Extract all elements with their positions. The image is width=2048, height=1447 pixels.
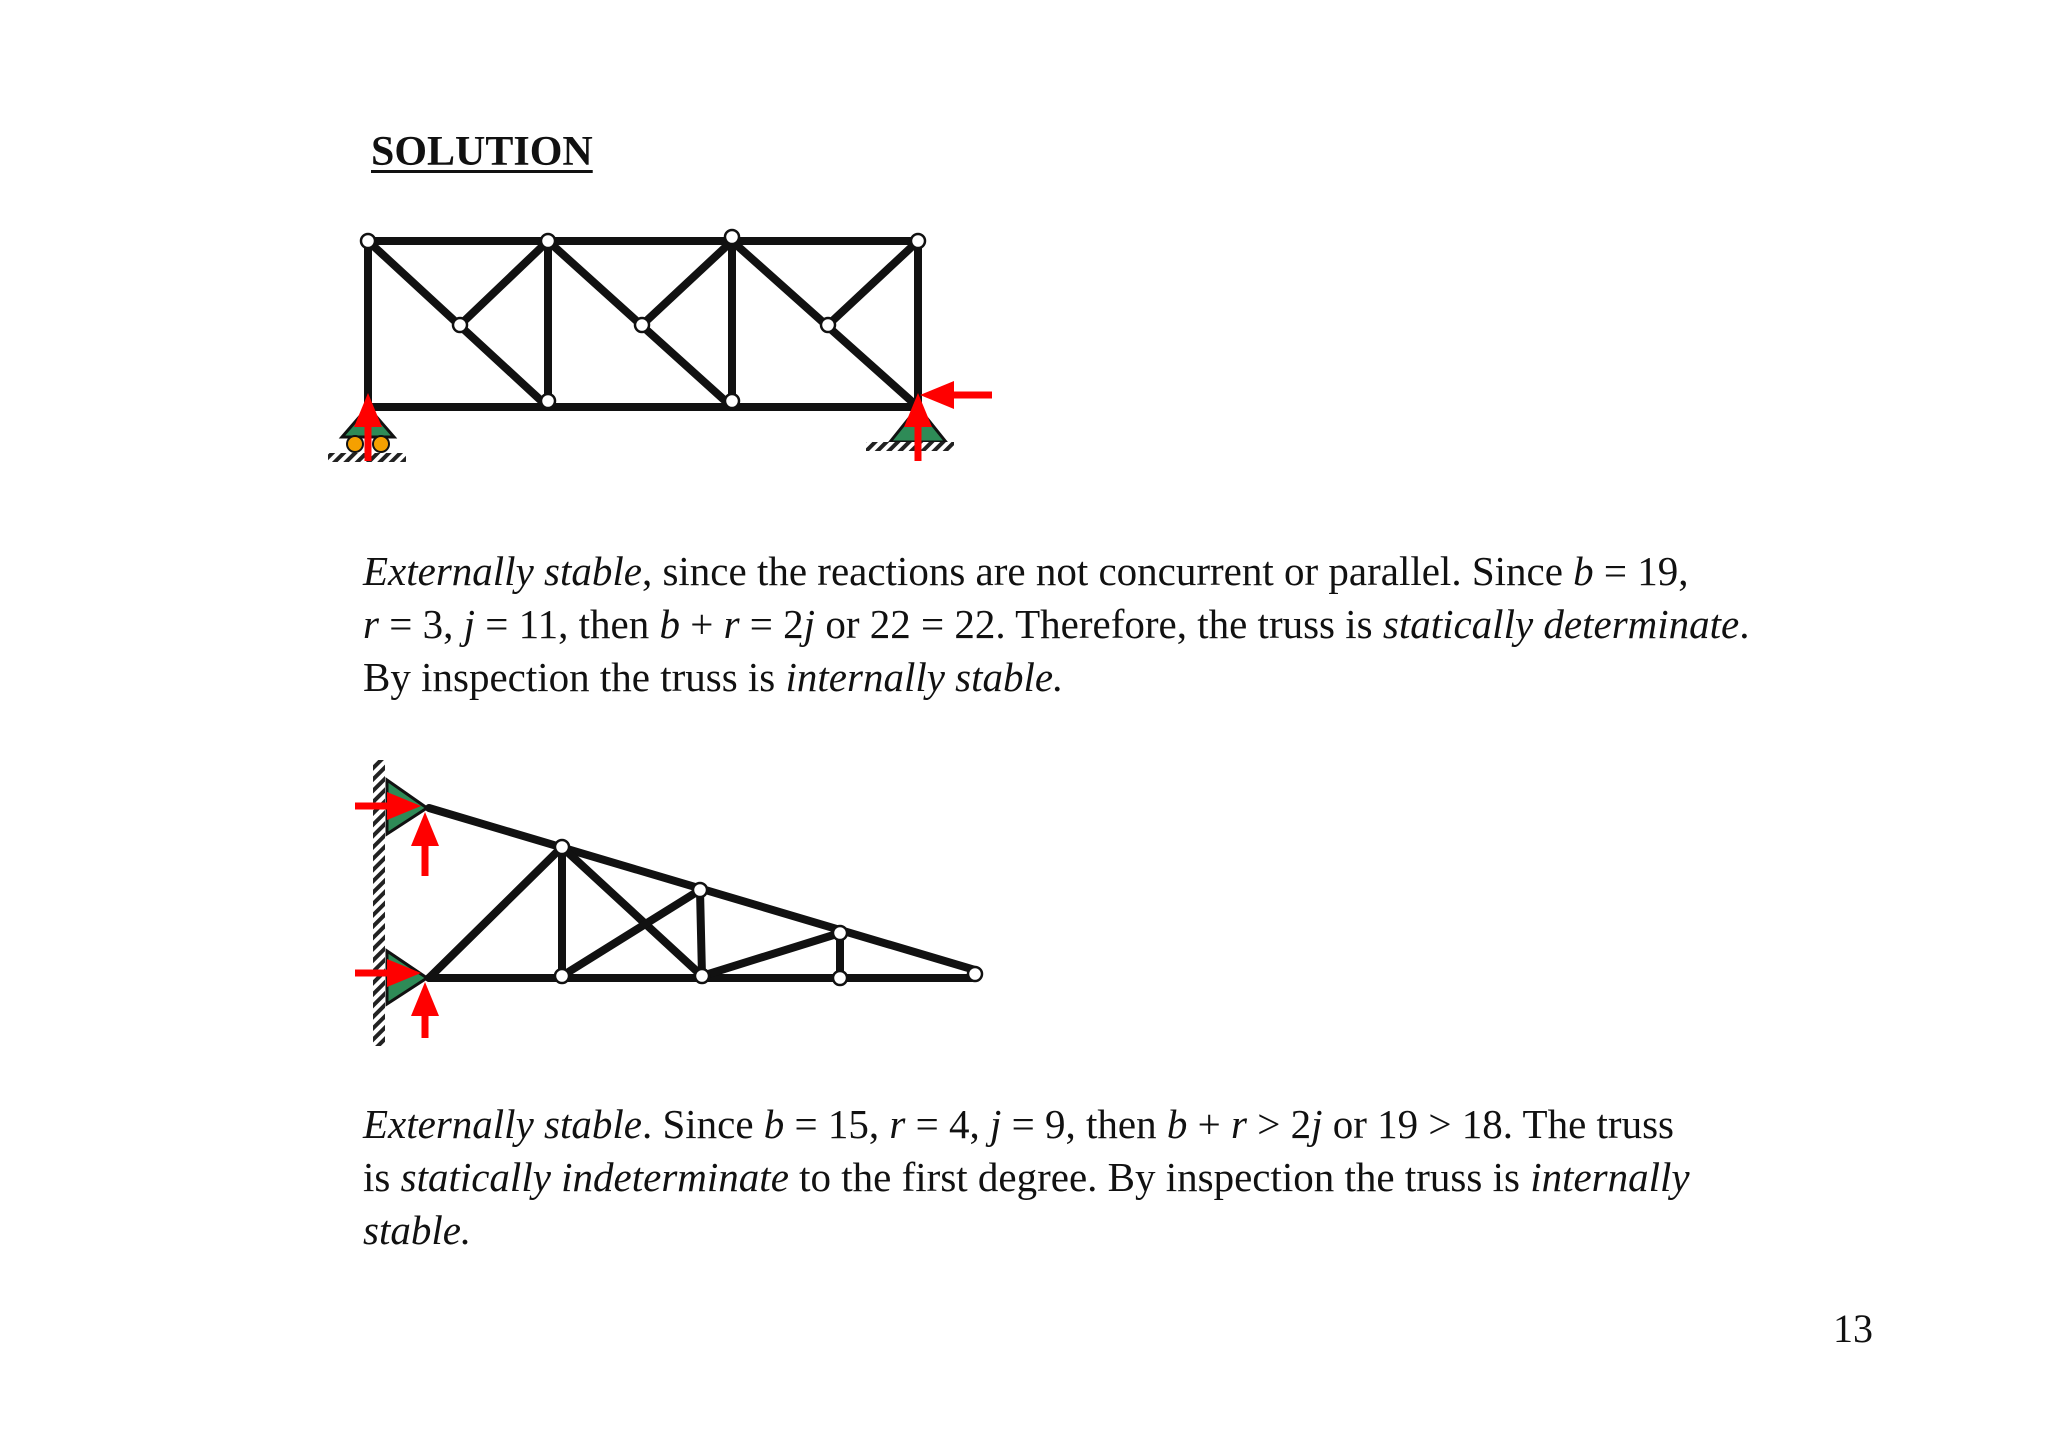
text-run: > 2 bbox=[1246, 1101, 1312, 1147]
paragraph-2-line-1 bbox=[363, 1098, 1690, 1151]
text-run: = 15, bbox=[784, 1101, 890, 1147]
paragraph-1-line-2 bbox=[363, 598, 1750, 651]
paragraph-2-line-3 bbox=[363, 1204, 1690, 1257]
text-run: = 9, then bbox=[1001, 1101, 1167, 1147]
paragraph-1 bbox=[363, 545, 1750, 704]
text-run: or 19 > 18. The truss bbox=[1322, 1101, 1674, 1147]
italic-text-run: internally bbox=[1530, 1154, 1690, 1200]
text-run: = 4, bbox=[905, 1101, 991, 1147]
italic-text-run: b bbox=[1573, 548, 1594, 594]
paragraph-2-line-2 bbox=[363, 1151, 1690, 1204]
italic-text-run: statically determinate bbox=[1382, 601, 1740, 647]
italic-text-run: r bbox=[1231, 1101, 1247, 1147]
italic-text-run: stable. bbox=[363, 1207, 472, 1253]
italic-text-run: j bbox=[990, 1101, 1002, 1147]
text-run: or 22 = 22. Therefore, the truss is bbox=[815, 601, 1383, 647]
italic-text-run: r bbox=[889, 1101, 906, 1147]
italic-text-run: Externally stable bbox=[363, 548, 642, 594]
italic-text-run: b bbox=[763, 1101, 785, 1147]
text-run: + bbox=[1187, 1101, 1232, 1147]
italic-text-run: b bbox=[1166, 1101, 1188, 1147]
truss-diagram-2 bbox=[345, 748, 1005, 1048]
text-run: = 3, bbox=[378, 601, 464, 647]
truss-joints bbox=[361, 230, 925, 408]
text-run: = 2 bbox=[739, 601, 804, 647]
text-run: , since the reactions are not concurrent or parallel. Since bbox=[641, 548, 1574, 594]
page-number: 13 bbox=[1833, 1306, 1873, 1351]
text-run: . bbox=[1739, 601, 1750, 647]
paragraph-1-line-3 bbox=[363, 651, 1750, 704]
italic-text-run: r bbox=[363, 601, 379, 647]
italic-text-run: internally stable. bbox=[785, 654, 1064, 700]
text-run: = 19, bbox=[1593, 548, 1689, 594]
paragraph-1-line-1 bbox=[363, 545, 1750, 598]
text-run: + bbox=[679, 601, 724, 647]
italic-text-run: b bbox=[659, 601, 680, 647]
text-run: is bbox=[363, 1154, 401, 1200]
page-title: SOLUTION bbox=[371, 129, 593, 175]
italic-text-run: r bbox=[723, 601, 740, 647]
text-run: to the first degree. By inspection the truss is bbox=[788, 1154, 1531, 1200]
text-run: = 11, then bbox=[475, 601, 660, 647]
italic-text-run: j bbox=[463, 601, 475, 647]
text-run: . Since bbox=[641, 1101, 764, 1147]
italic-text-run: statically indeterminate bbox=[400, 1154, 789, 1200]
italic-text-run: j bbox=[803, 601, 816, 647]
paragraph-2 bbox=[363, 1098, 1690, 1257]
italic-text-run: Externally stable bbox=[363, 1101, 642, 1147]
truss-diagram-1 bbox=[320, 225, 1000, 475]
italic-text-run: j bbox=[1311, 1101, 1323, 1147]
text-run: By inspection the truss is bbox=[363, 654, 786, 700]
